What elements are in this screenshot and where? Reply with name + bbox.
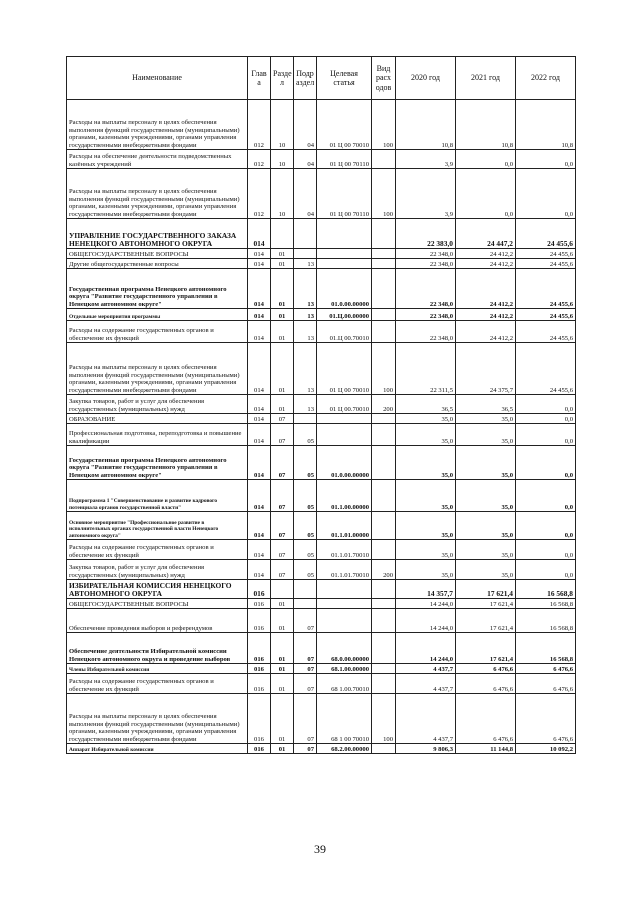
row-podrazdel: 13: [294, 395, 317, 414]
row-name: Расходы на обеспечение деятельности подведомственных казённых учреждений: [67, 150, 248, 169]
row-podrazdel: [294, 249, 317, 259]
row-name: Закупка товаров, работ и услуг для обеспечения государственных (муниципальных) нужд: [67, 560, 248, 580]
table-row: [67, 343, 576, 395]
row-name: Закупка товаров, работ и услуг для обеспечения государственных (муниципальных) нужд: [67, 395, 248, 414]
row-value-2021: 24 412,2: [456, 269, 516, 309]
row-expense-type: [372, 424, 396, 446]
row-name: Аппарат Избирательной комиссии: [67, 744, 248, 754]
row-value-2020: 22 348,0: [396, 321, 456, 343]
row-name: Профессиональная подготовка, переподготовка и повышение квалификации: [67, 424, 248, 446]
row-expense-type: 200: [372, 395, 396, 414]
row-target-article: 01 Ц 00 70010: [317, 343, 372, 395]
row-glava: 014: [248, 480, 271, 512]
row-value-2020: 22 383,0: [396, 219, 456, 249]
row-value-2021: 6 476,6: [456, 664, 516, 674]
row-value-2020: 9 806,3: [396, 744, 456, 754]
row-expense-type: [372, 480, 396, 512]
table-row: [67, 674, 576, 694]
row-glava: 016: [248, 609, 271, 633]
row-razdel: 10: [271, 150, 294, 169]
row-target-article: 01 Ц 00 70110: [317, 169, 372, 219]
row-value-2021: 6 476,6: [456, 694, 516, 744]
row-glava: 014: [248, 249, 271, 259]
row-target-article: 01.1.01.70010: [317, 540, 372, 560]
row-value-2021: 24 412,2: [456, 309, 516, 321]
row-glava: 014: [248, 414, 271, 424]
row-expense-type: [372, 446, 396, 480]
row-podrazdel: 07: [294, 694, 317, 744]
row-value-2021: 35,0: [456, 512, 516, 540]
row-value-2020: 22 311,5: [396, 343, 456, 395]
row-podrazdel: [294, 219, 317, 249]
header-expense-type: Вид расх одов: [372, 57, 396, 100]
row-value-2020: 4 437,7: [396, 674, 456, 694]
row-podrazdel: 05: [294, 424, 317, 446]
row-value-2020: 14 357,7: [396, 580, 456, 599]
row-razdel: 07: [271, 480, 294, 512]
row-target-article: [317, 599, 372, 609]
row-value-2021: 24 447,2: [456, 219, 516, 249]
row-value-2021: 24 412,2: [456, 321, 516, 343]
row-razdel: 01: [271, 674, 294, 694]
row-value-2022: 0,0: [516, 480, 576, 512]
row-podrazdel: 13: [294, 309, 317, 321]
row-value-2020: 22 348,0: [396, 269, 456, 309]
row-value-2021: 35,0: [456, 560, 516, 580]
row-expense-type: [372, 540, 396, 560]
row-glava: 014: [248, 343, 271, 395]
row-expense-type: [372, 609, 396, 633]
row-glava: 012: [248, 100, 271, 150]
row-target-article: 68.1.00.00000: [317, 664, 372, 674]
row-target-article: 68 1 00 70010: [317, 694, 372, 744]
row-razdel: 10: [271, 169, 294, 219]
row-value-2022: 0,0: [516, 150, 576, 169]
row-glava: 014: [248, 269, 271, 309]
row-glava: 014: [248, 424, 271, 446]
row-podrazdel: [294, 580, 317, 599]
row-value-2021: 17 621,4: [456, 580, 516, 599]
row-value-2021: 35,0: [456, 446, 516, 480]
header-razdel: Разде л: [271, 57, 294, 100]
row-expense-type: [372, 259, 396, 269]
row-target-article: 01 Ц 00.70010: [317, 395, 372, 414]
row-razdel: 07: [271, 540, 294, 560]
row-expense-type: [372, 633, 396, 664]
row-glava: 014: [248, 512, 271, 540]
row-razdel: 01: [271, 343, 294, 395]
row-name: ОБРАЗОВАНИЕ: [67, 414, 248, 424]
row-value-2022: 24 455,6: [516, 249, 576, 259]
row-name: ИЗБИРАТЕЛЬНАЯ КОМИССИЯ НЕНЕЦКОГО АВТОНОМНОГО ОКРУГА: [67, 580, 248, 599]
row-value-2021: 6 476,6: [456, 674, 516, 694]
table-row: [67, 580, 576, 599]
row-glava: 014: [248, 219, 271, 249]
row-razdel: 01: [271, 309, 294, 321]
row-podrazdel: 07: [294, 664, 317, 674]
row-target-article: [317, 414, 372, 424]
row-podrazdel: 05: [294, 480, 317, 512]
row-glava: 016: [248, 599, 271, 609]
row-glava: 012: [248, 169, 271, 219]
row-name: Государственная программа Ненецкого автономного округа "Развитие государственного управления в Ненецком автономном округе": [67, 446, 248, 480]
row-value-2020: 3,9: [396, 169, 456, 219]
row-target-article: 68 1.00.70010: [317, 674, 372, 694]
row-value-2021: 17 621,4: [456, 599, 516, 609]
row-podrazdel: 04: [294, 100, 317, 150]
row-target-article: 01 Ц 00 70010: [317, 100, 372, 150]
row-name: Члены Избирательной комиссии: [67, 664, 248, 674]
row-target-article: [317, 249, 372, 259]
row-expense-type: 100: [372, 100, 396, 150]
row-expense-type: [372, 599, 396, 609]
page-number: 39: [314, 842, 326, 856]
table-row: [67, 512, 576, 540]
table-row: [67, 100, 576, 150]
row-expense-type: 200: [372, 560, 396, 580]
row-razdel: [271, 580, 294, 599]
table-row: [67, 249, 576, 259]
row-glava: 016: [248, 694, 271, 744]
row-name: Расходы на содержание государственных органов и обеспечение их функций: [67, 674, 248, 694]
row-target-article: 01.1.01.70010: [317, 560, 372, 580]
row-value-2020: 35,0: [396, 446, 456, 480]
row-expense-type: [372, 512, 396, 540]
header-glava: Глав а: [248, 57, 271, 100]
table-row: [67, 321, 576, 343]
row-name: Расходы на выплаты персоналу в целях обеспечения выполнения функций государственными (муниципальными) органами, казенными учреждениями, органами управления государственными внебюджетными фондами: [67, 169, 248, 219]
row-glava: 016: [248, 664, 271, 674]
row-target-article: 01.0.00.00000: [317, 269, 372, 309]
row-value-2020: 4 437,7: [396, 664, 456, 674]
row-target-article: 68.2.00.00000: [317, 744, 372, 754]
row-target-article: [317, 259, 372, 269]
table-row: [67, 633, 576, 664]
row-value-2020: 22 348,0: [396, 309, 456, 321]
row-expense-type: [372, 269, 396, 309]
row-value-2022: 24 455,6: [516, 321, 576, 343]
row-name: Расходы на содержание государственных органов и обеспечение их функций: [67, 321, 248, 343]
row-expense-type: [372, 321, 396, 343]
row-name: Расходы на выплаты персоналу в целях обеспечения выполнения функций государственными (муниципальными) органами, казенными учреждениями, органами управления государственными внебюджетными фондами: [67, 694, 248, 744]
table-row: [67, 480, 576, 512]
row-target-article: 01 Ц 00 70110: [317, 150, 372, 169]
row-value-2020: 35,0: [396, 560, 456, 580]
row-target-article: 01.1.01.00000: [317, 512, 372, 540]
row-value-2022: 6 476,6: [516, 664, 576, 674]
budget-table: [66, 56, 576, 754]
row-podrazdel: 07: [294, 633, 317, 664]
row-expense-type: [372, 664, 396, 674]
table-row: [67, 446, 576, 480]
row-expense-type: [372, 744, 396, 754]
row-name: Другие общегосударственные вопросы: [67, 259, 248, 269]
header-name: Наименование: [67, 57, 248, 100]
row-expense-type: 100: [372, 169, 396, 219]
row-target-article: 68.0.00.00000: [317, 633, 372, 664]
row-value-2022: 24 455,6: [516, 259, 576, 269]
row-value-2022: 0,0: [516, 395, 576, 414]
row-value-2021: 35,0: [456, 424, 516, 446]
row-value-2022: 0,0: [516, 424, 576, 446]
row-podrazdel: 13: [294, 343, 317, 395]
row-target-article: [317, 424, 372, 446]
row-name: Обеспечение деятельности Избирательной комиссии Ненецкого автономного округа и проведение выборов: [67, 633, 248, 664]
header-2021: 2021 год: [456, 57, 516, 100]
row-name: УПРАВЛЕНИЕ ГОСУДАРСТВЕННОГО ЗАКАЗА НЕНЕЦКОГО АВТОНОМНОГО ОКРУГА: [67, 219, 248, 249]
table-row: [67, 609, 576, 633]
row-name: Расходы на содержание государственных органов и обеспечение их функций: [67, 540, 248, 560]
row-target-article: [317, 580, 372, 599]
row-glava: 014: [248, 259, 271, 269]
row-name: Государственная программа Ненецкого автономного округа "Развитие государственного управления в Ненецком автономном округе": [67, 269, 248, 309]
row-razdel: 01: [271, 744, 294, 754]
row-expense-type: [372, 219, 396, 249]
row-value-2020: 14 244,0: [396, 609, 456, 633]
row-value-2020: 3,9: [396, 150, 456, 169]
header-2022: 2022 год: [516, 57, 576, 100]
table-row: [67, 414, 576, 424]
row-razdel: 01: [271, 395, 294, 414]
row-value-2020: 35,0: [396, 480, 456, 512]
row-name: Расходы на выплаты персоналу в целях обеспечения выполнения функций государственными (муниципальными) органами, казенными учреждениями, органами управления государственными внебюджетными фондами: [67, 343, 248, 395]
row-value-2022: 16 568,8: [516, 609, 576, 633]
row-glava: 014: [248, 540, 271, 560]
row-value-2022: 24 455,6: [516, 309, 576, 321]
row-expense-type: [372, 580, 396, 599]
row-target-article: [317, 219, 372, 249]
table-row: [67, 424, 576, 446]
row-value-2022: 16 568,8: [516, 599, 576, 609]
row-value-2021: 17 621,4: [456, 609, 516, 633]
row-value-2020: 14 244,0: [396, 599, 456, 609]
row-value-2022: 24 455,6: [516, 343, 576, 395]
row-value-2021: 10,8: [456, 100, 516, 150]
budget-table-container: [66, 56, 575, 754]
row-podrazdel: [294, 414, 317, 424]
row-value-2021: 11 144,8: [456, 744, 516, 754]
row-value-2020: 4 437,7: [396, 694, 456, 744]
row-razdel: 07: [271, 446, 294, 480]
row-value-2022: 0,0: [516, 414, 576, 424]
row-value-2022: 0,0: [516, 540, 576, 560]
table-body: [67, 100, 576, 754]
row-value-2020: 35,0: [396, 424, 456, 446]
row-expense-type: [372, 309, 396, 321]
table-row: [67, 744, 576, 754]
row-target-article: [317, 609, 372, 633]
row-value-2022: 0,0: [516, 560, 576, 580]
row-glava: 016: [248, 633, 271, 664]
row-value-2021: 24 375,7: [456, 343, 516, 395]
table-row: [67, 219, 576, 249]
row-value-2022: 0,0: [516, 446, 576, 480]
row-razdel: 07: [271, 512, 294, 540]
row-value-2022: 6 476,6: [516, 674, 576, 694]
row-razdel: 01: [271, 599, 294, 609]
row-expense-type: 100: [372, 343, 396, 395]
row-razdel: 01: [271, 269, 294, 309]
row-razdel: 07: [271, 424, 294, 446]
row-podrazdel: 05: [294, 540, 317, 560]
row-glava: 014: [248, 446, 271, 480]
row-glava: 016: [248, 674, 271, 694]
row-razdel: 01: [271, 633, 294, 664]
header-2020: 2020 год: [396, 57, 456, 100]
row-podrazdel: 07: [294, 744, 317, 754]
row-name: ОБЩЕГОСУДАРСТВЕННЫЕ ВОПРОСЫ: [67, 599, 248, 609]
row-target-article: 01.0.00.00000: [317, 446, 372, 480]
row-podrazdel: 13: [294, 269, 317, 309]
table-row: [67, 259, 576, 269]
row-glava: 014: [248, 321, 271, 343]
row-value-2021: 0,0: [456, 169, 516, 219]
row-value-2021: 24 412,2: [456, 259, 516, 269]
row-podrazdel: 05: [294, 446, 317, 480]
row-razdel: 01: [271, 321, 294, 343]
table-row: [67, 694, 576, 744]
row-value-2022: 10 092,2: [516, 744, 576, 754]
row-value-2020: 14 244,0: [396, 633, 456, 664]
row-podrazdel: 07: [294, 609, 317, 633]
row-razdel: 07: [271, 560, 294, 580]
row-glava: 012: [248, 150, 271, 169]
row-razdel: 07: [271, 414, 294, 424]
row-podrazdel: 05: [294, 560, 317, 580]
row-glava: 014: [248, 395, 271, 414]
row-value-2020: 36,5: [396, 395, 456, 414]
row-name: Обеспечение проведения выборов и референдумов: [67, 609, 248, 633]
row-value-2020: 22 348,0: [396, 259, 456, 269]
row-value-2022: 16 568,8: [516, 633, 576, 664]
row-value-2022: 24 455,6: [516, 219, 576, 249]
row-podrazdel: 05: [294, 512, 317, 540]
row-glava: 016: [248, 580, 271, 599]
row-value-2021: 24 412,2: [456, 249, 516, 259]
row-value-2020: 35,0: [396, 512, 456, 540]
table-row: [67, 664, 576, 674]
table-row: [67, 395, 576, 414]
row-name: Расходы на выплаты персоналу в целях обеспечения выполнения функций государственными (муниципальными) органами, казенными учреждениями, органами управления государственными внебюджетными фондами: [67, 100, 248, 150]
header-target-article: Целевая статья: [317, 57, 372, 100]
row-razdel: 01: [271, 609, 294, 633]
row-expense-type: [372, 414, 396, 424]
row-value-2022: 24 455,6: [516, 269, 576, 309]
row-name: Отдельные мероприятия программы: [67, 309, 248, 321]
row-razdel: 01: [271, 694, 294, 744]
row-podrazdel: 07: [294, 674, 317, 694]
row-value-2022: 6 476,6: [516, 694, 576, 744]
header-podrazdel: Подр аздел: [294, 57, 317, 100]
row-podrazdel: 13: [294, 259, 317, 269]
row-razdel: 01: [271, 249, 294, 259]
table-row: [67, 560, 576, 580]
row-expense-type: [372, 150, 396, 169]
row-expense-type: [372, 249, 396, 259]
row-razdel: [271, 219, 294, 249]
row-podrazdel: 04: [294, 169, 317, 219]
row-razdel: 01: [271, 259, 294, 269]
row-target-article: 01.Ц.00.00000: [317, 309, 372, 321]
row-glava: 014: [248, 309, 271, 321]
row-podrazdel: 13: [294, 321, 317, 343]
table-row: [67, 150, 576, 169]
row-value-2020: 22 348,0: [396, 249, 456, 259]
row-value-2021: 17 621,4: [456, 633, 516, 664]
row-glava: 016: [248, 744, 271, 754]
row-value-2022: 0,0: [516, 169, 576, 219]
row-value-2021: 35,0: [456, 480, 516, 512]
row-name: Основное мероприятие "Профессиональное развитие в исполнительных органах государственной власти Ненецкого автономного округа": [67, 512, 248, 540]
header-row: [67, 57, 576, 100]
row-razdel: 10: [271, 100, 294, 150]
table-row: [67, 540, 576, 560]
row-target-article: 01.1.00.00000: [317, 480, 372, 512]
row-name: ОБЩЕГОСУДАРСТВЕННЫЕ ВОПРОСЫ: [67, 249, 248, 259]
row-value-2020: 10,8: [396, 100, 456, 150]
row-value-2022: 10,8: [516, 100, 576, 150]
row-expense-type: 100: [372, 694, 396, 744]
row-podrazdel: [294, 599, 317, 609]
row-value-2020: 35,0: [396, 414, 456, 424]
row-value-2021: 36,5: [456, 395, 516, 414]
table-row: [67, 309, 576, 321]
row-value-2022: 16 568,8: [516, 580, 576, 599]
row-value-2021: 0,0: [456, 150, 516, 169]
row-value-2022: 0,0: [516, 512, 576, 540]
row-value-2020: 35,0: [396, 540, 456, 560]
row-value-2021: 35,0: [456, 540, 516, 560]
row-glava: 014: [248, 560, 271, 580]
row-target-article: 01.Ц 00.70010: [317, 321, 372, 343]
row-expense-type: [372, 674, 396, 694]
row-name: Подпрограмма 1 "Совершенствование и развитие кадрового потенциала органов государственной власти": [67, 480, 248, 512]
table-row: [67, 169, 576, 219]
row-razdel: 01: [271, 664, 294, 674]
row-podrazdel: 04: [294, 150, 317, 169]
table-row: [67, 599, 576, 609]
row-value-2021: 35,0: [456, 414, 516, 424]
table-row: [67, 269, 576, 309]
